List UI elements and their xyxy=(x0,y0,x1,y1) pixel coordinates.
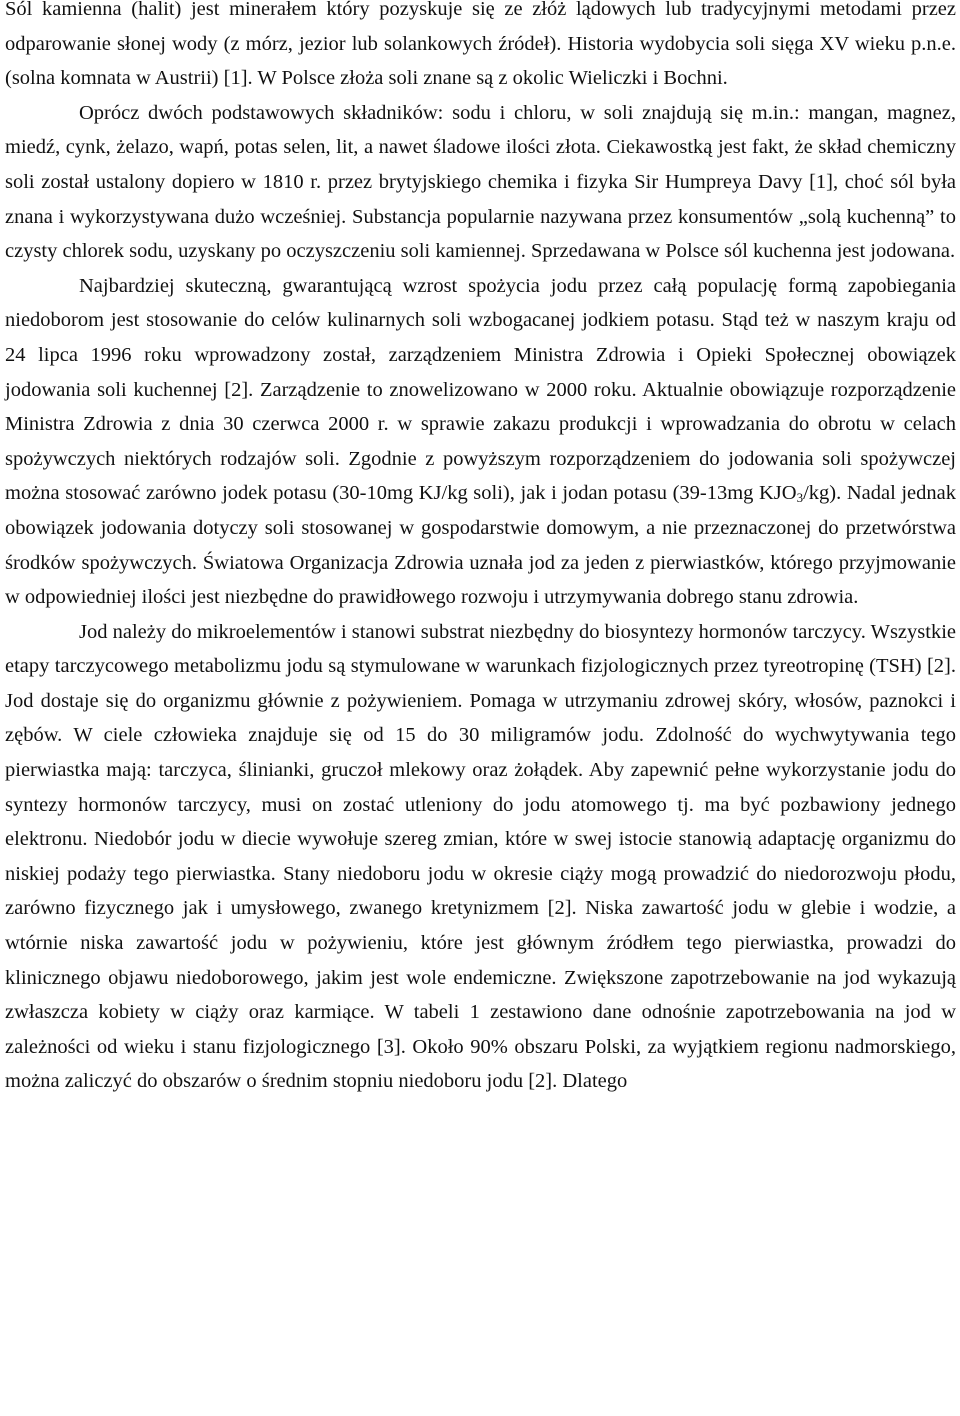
chemical-subscript: 3 xyxy=(796,490,804,506)
paragraph-salt-composition: Oprócz dwóch podstawowych składników: sodu i chloru, w soli znajdują się m.in.: mangan, magnez, miedź, cynk, żelazo, wapń, potas selen, lit, a nawet śladowe ilości złota. Ciekawostką jest fakt, że skład chemiczny soli został ustalony dopiero w 1810 r. przez brytyjskiego chemika i fizyka Sir Humpreya Davy [1], choć sól była znana i wykorzystywana dużo wcześniej. Substancja popularnie nazywana przez konsumentów „solą kuchenną” to czysty chlorek sodu, uzyskany po oczyszczeniu soli kamiennej. Sprzedawana w Polsce sól kuchenna jest jodowana. xyxy=(5,101,956,263)
paragraph-salt-iodization xyxy=(5,269,956,615)
paragraph-iodization-text-end: /kg). Nadal jednak obowiązek jodowania dotyczy soli stosowanej w gospodarstwie domowym, a nie przeznaczonej do przetwórstwa środków spożywczych. Światowa Organizacja Zdrowia uznała jod za jeden z pierwiastków, którego przyjmowanie w odpowiedniej ilości jest niezbędne do prawidłowego rozwoju i utrzymywania dobrego stanu zdrowia. xyxy=(5,482,956,609)
document-page xyxy=(5,0,956,1099)
paragraph-iodization-text-start: Najbardziej skuteczną, gwarantującą wzrost spożycia jodu przez całą populację formą zapobiegania niedoborom jest stosowanie do celów kulinarnych soli wzbogacanej jodkiem potasu. Stąd też w naszym kraju od 24 lipca 1996 roku wprowadzony został, zarządzeniem Ministra Zdrowia i Opieki Społecznej obowiązek jodowania soli kuchennej [2]. Zarządzenie to znowelizowano w 2000 roku. Aktualnie obowiązuje rozporządzenie Ministra Zdrowia z dnia 30 czerwca 2000 r. w sprawie zakazu produkcji i wprowadzania do obrotu w celach spożywczych niektórych rodzajów soli. Zgodnie z powyższym rozporządzeniem do jodowania soli spożywczej można stosować zarówno jodek potasu (30-10mg KJ/kg soli), jak i jodan potasu (39-13mg KJO xyxy=(5,274,956,505)
paragraph-halite-intro: Sól kamienna (halit) jest minerałem który pozyskuje się ze złóż lądowych lub tradycyjnymi metodami przez odparowanie słonej wody (z mórz, jezior lub solankowych źródeł). Historia wydobycia soli sięga XV wieku p.n.e. (solna komnata w Austrii) [1]. W Polsce złoża soli znane są z okolic Wieliczki i Bochni. xyxy=(5,0,956,90)
paragraph-iodine-physiology: Jod należy do mikroelementów i stanowi substrat niezbędny do biosyntezy hormonów tarczycy. Wszystkie etapy tarczycowego metabolizmu jodu są stymulowane w warunkach fizjologicznych przez tyreotropinę (TSH) [2]. Jod dostaje się do organizmu głównie z pożywieniem. Pomaga w utrzymaniu zdrowej skóry, włosów, paznokci i zębów. W ciele człowieka znajduje się od 15 do 30 miligramów jodu. Zdolność do wychwytywania tego pierwiastka mają: tarczyca, ślinianki, gruczoł mlekowy oraz żołądek. Aby zapewnić pełne wykorzystanie jodu do syntezy hormonów tarczycy, musi on zostać utleniony do jodu atomowego tj. ma być pozbawiony jednego elektronu. Niedobór jodu w diecie wywołuje szereg zmian, które w swej istocie stanowią adaptację organizmu do niskiej podaży tego pierwiastka. Stany niedoboru jodu w okresie ciąży mogą prowadzić do niedorozwoju płodu, zarówno fizycznego jak i umysłowego, zwanego kretynizmem [2]. Niska zawartość jodu w glebie i wodzie, a wtórnie niska zawartość jodu w pożywieniu, które jest głównym źródłem tego pierwiastka, prowadzi do klinicznego objawu niedoborowego, jakim jest wole endemiczne. Zwiększone zapotrzebowanie na jod wykazują zwłaszcza kobiety w ciąży oraz karmiące. W tabeli 1 zestawiono dane odnośnie zapotrzebowania na jod w zależności od wieku i stanu fizjologicznego [3]. Około 90% obszaru Polski, za wyjątkiem regionu nadmorskiego, można zaliczyć do obszarów o średnim stopniu niedoboru jodu [2]. Dlatego xyxy=(5,620,956,1093)
